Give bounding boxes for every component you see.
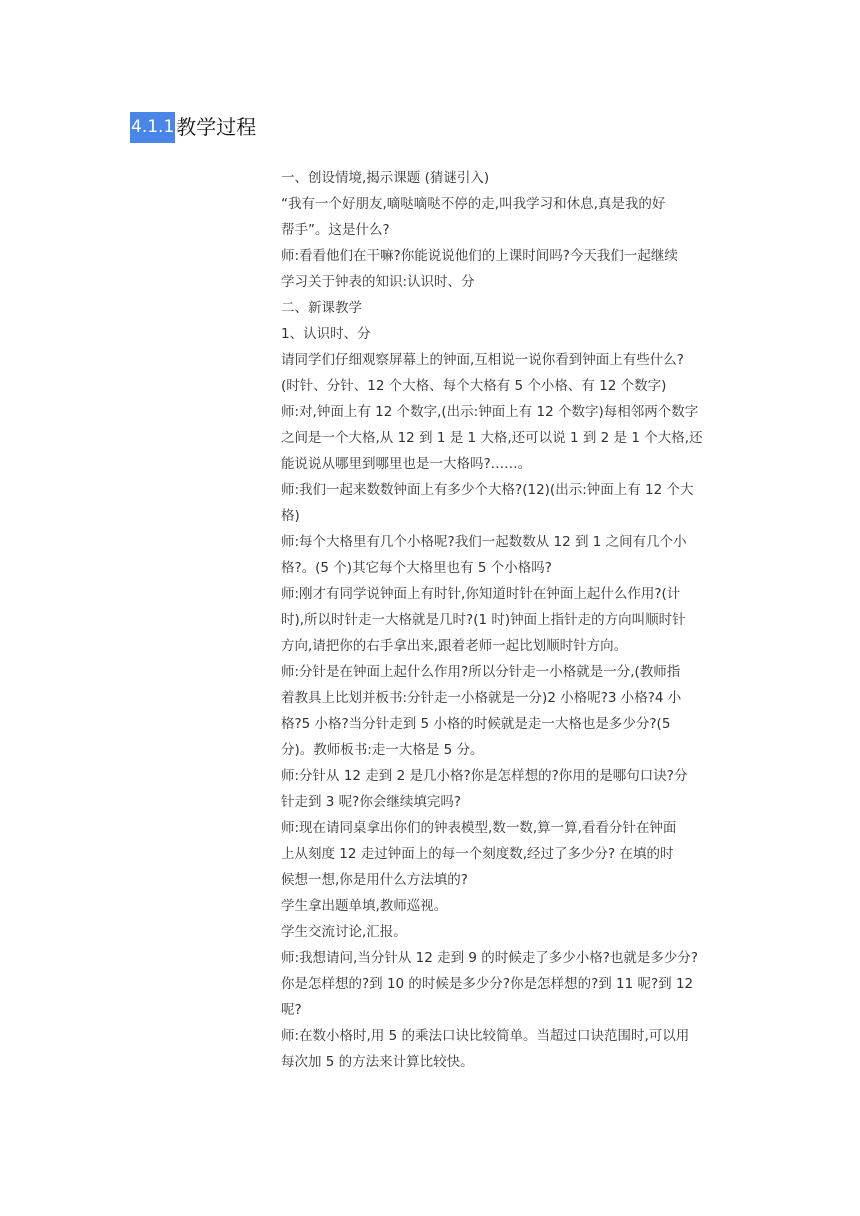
text-line: 一、创设情境,揭示课题 (猜谜引入) xyxy=(281,170,490,186)
text-line: 能说说从哪里到哪里也是一大格吗?……。 xyxy=(281,456,532,472)
section-number: 4.1.1 xyxy=(130,112,175,143)
text-line: 1、认识时、分 xyxy=(281,326,371,342)
text-line: 师:刚才有同学说钟面上有时针,你知道时针在钟面上起什么作用?(计 xyxy=(281,586,681,602)
text-line: 请同学们仔细观察屏幕上的钟面,互相说一说你看到钟面上有些什么? xyxy=(281,352,684,368)
text-line: 师:我想请问,当分针从 12 走到 9 的时候走了多少小格?也就是多少分? xyxy=(281,950,699,966)
text-line: 针走到 3 呢?你会继续填完吗? xyxy=(281,794,462,810)
text-line: 你是怎样想的?到 10 的时候是多少分?你是怎样想的?到 11 呢?到 12 xyxy=(281,976,694,992)
text-line: 之间是一个大格,从 12 到 1 是 1 大格,还可以说 1 到 2 是 1 个大格,还 xyxy=(281,430,703,446)
text-line: 学生交流讨论,汇报。 xyxy=(281,924,407,940)
text-line: 师:我们一起来数数钟面上有多少个大格?(12)(出示:钟面上有 12 个大 xyxy=(281,482,694,498)
text-line: 上从刻度 12 走过钟面上的每一个刻度数,经过了多少分? 在填的时 xyxy=(281,846,674,862)
text-line: 学生拿出题单填,教师巡视。 xyxy=(281,898,448,914)
section-title: 教学过程 xyxy=(176,115,257,139)
text-line: 师:看看他们在干嘛?你能说说他们的上课时间吗?今天我们一起继续 xyxy=(281,248,678,264)
text-line: (时针、分针、12 个大格、每个大格有 5 个小格、有 12 个数字) xyxy=(281,378,667,394)
section-heading xyxy=(130,112,256,143)
text-line: 每次加 5 的方法来计算比较快。 xyxy=(281,1054,474,1070)
text-line: 格) xyxy=(281,508,300,524)
text-line: “我有一个好朋友,嘀哒嘀哒不停的走,叫我学习和休息,真是我的好 xyxy=(281,196,666,212)
text-line: 师:在数小格时,用 5 的乘法口诀比较简单。当超过口诀范围时,可以用 xyxy=(281,1028,690,1044)
text-line: 师:分针从 12 走到 2 是几小格?你是怎样想的?你用的是哪句口诀?分 xyxy=(281,768,688,784)
text-line: 候想一想,你是用什么方法填的? xyxy=(281,872,468,888)
text-line: 二、新课教学 xyxy=(281,300,362,316)
text-line: 方向,请把你的右手拿出来,跟着老师一起比划顺时针方向。 xyxy=(281,638,628,654)
text-line: 学习关于钟表的知识:认识时、分 xyxy=(281,274,475,290)
text-line: 呢? xyxy=(281,1002,302,1018)
lesson-body xyxy=(281,165,741,1075)
text-line: 格?5 小格?当分针走到 5 小格的时候就是走一大格也是多少分?(5 xyxy=(281,716,671,732)
text-line: 时),所以时针走一大格就是几时?(1 时)钟面上指针走的方向叫顺时针 xyxy=(281,612,686,628)
text-line: 分)。教师板书:走一大格是 5 分。 xyxy=(281,742,484,758)
text-line: 帮手”。这是什么? xyxy=(281,222,390,238)
text-line: 师:每个大格里有几个小格呢?我们一起数数从 12 到 1 之间有几个小 xyxy=(281,534,687,550)
text-line: 师:现在请同桌拿出你们的钟表模型,数一数,算一算,看看分针在钟面 xyxy=(281,820,677,836)
text-line: 师:分针是在钟面上起什么作用?所以分针走一小格就是一分,(教师指 xyxy=(281,664,681,680)
text-line: 格?。(5 个)其它每个大格里也有 5 个小格吗? xyxy=(281,560,552,576)
text-line: 着教具上比划并板书:分针走一小格就是一分)2 小格呢?3 小格?4 小 xyxy=(281,690,682,706)
text-line: 师:对,钟面上有 12 个数字,(出示:钟面上有 12 个数字)每相邻两个数字 xyxy=(281,404,699,420)
